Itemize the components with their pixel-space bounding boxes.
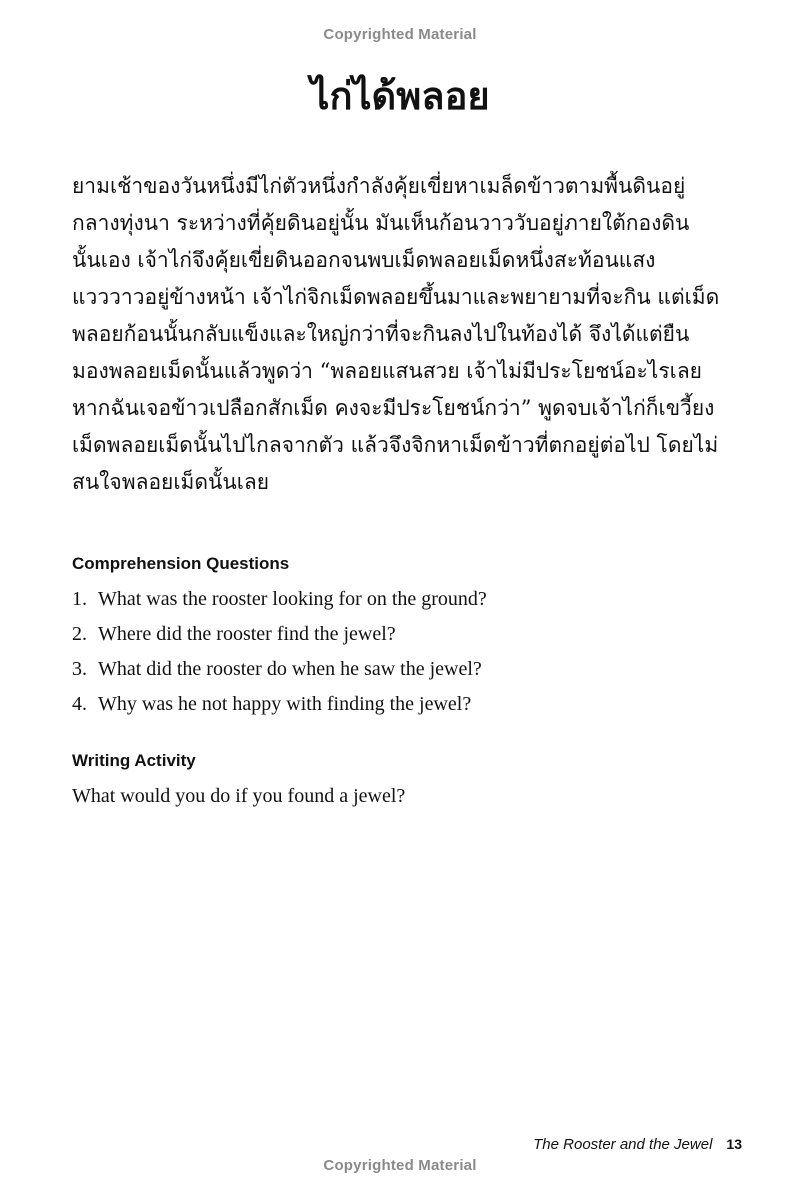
writing-activity-heading: Writing Activity [72,751,196,770]
story-line: หากฉันเจอข้าวเปลือกสักเม็ด คงจะมีประโยชน์กว่า” พูดจบเจ้าไก่ก็เขวี้ยง [72,396,715,420]
question-item [72,582,487,617]
page-number: 13 [726,1136,742,1152]
copyright-watermark-top: Copyrighted Material [323,26,477,43]
story-line: ยามเช้าของวันหนึ่งมีไก่ตัวหนึ่งกำลังคุ้ยเขี่ยหาเมล็ดข้าวตามพื้นดินอยู่ [72,174,686,198]
story-line: แวววาวอยู่ข้างหน้า เจ้าไก่จิกเม็ดพลอยขึ้นมาและพยายามที่จะกิน แต่เม็ด [72,285,720,309]
story-text [72,168,722,501]
comprehension-heading: Comprehension Questions [72,554,290,573]
question-number: 1. [72,588,87,610]
question-text: What did the rooster do when he saw the jewel? [98,658,482,680]
page-footer [533,1134,742,1155]
question-item [72,652,487,687]
story-line: กลางทุ่งนา ระหว่างที่คุ้ยดินอยู่นั้น มันเห็นก้อนวาววับอยู่ภายใต้กองดิน [72,211,690,235]
story-line: นั้นเอง เจ้าไก่จึงคุ้ยเขี่ยดินออกจนพบเม็ดพลอยเม็ดหนึ่งสะท้อนแสง [72,248,656,272]
story-line: มองพลอยเม็ดนั้นแล้วพูดว่า “พลอยแสนสวย เจ้าไม่มีประโยชน์อะไรเลย [72,359,702,383]
writing-prompt: What would you do if you found a jewel? [72,785,406,807]
story-title: ไก่ได้พลอย [310,73,490,118]
footer-book-title: The Rooster and the Jewel [533,1136,713,1153]
question-item [72,687,487,722]
story-line: พลอยก้อนนั้นกลับแข็งและใหญ่กว่าที่จะกินลงไปในท้องได้ จึงได้แต่ยืน [72,322,690,346]
question-text: What was the rooster looking for on the ground? [98,588,487,610]
comprehension-question-list [72,582,487,722]
question-item [72,617,487,652]
story-line: สนใจพลอยเม็ดนั้นเลย [72,470,270,494]
story-line: เม็ดพลอยเม็ดนั้นไปไกลจากตัว แล้วจึงจิกหาเม็ดข้าวที่ตกอยู่ต่อไป โดยไม่ [72,433,719,457]
copyright-watermark-bottom: Copyrighted Material [323,1157,477,1174]
question-number: 4. [72,693,87,715]
question-number: 3. [72,658,87,680]
question-text: Where did the rooster find the jewel? [98,623,396,645]
question-number: 2. [72,623,87,645]
question-text: Why was he not happy with finding the jewel? [98,693,472,715]
